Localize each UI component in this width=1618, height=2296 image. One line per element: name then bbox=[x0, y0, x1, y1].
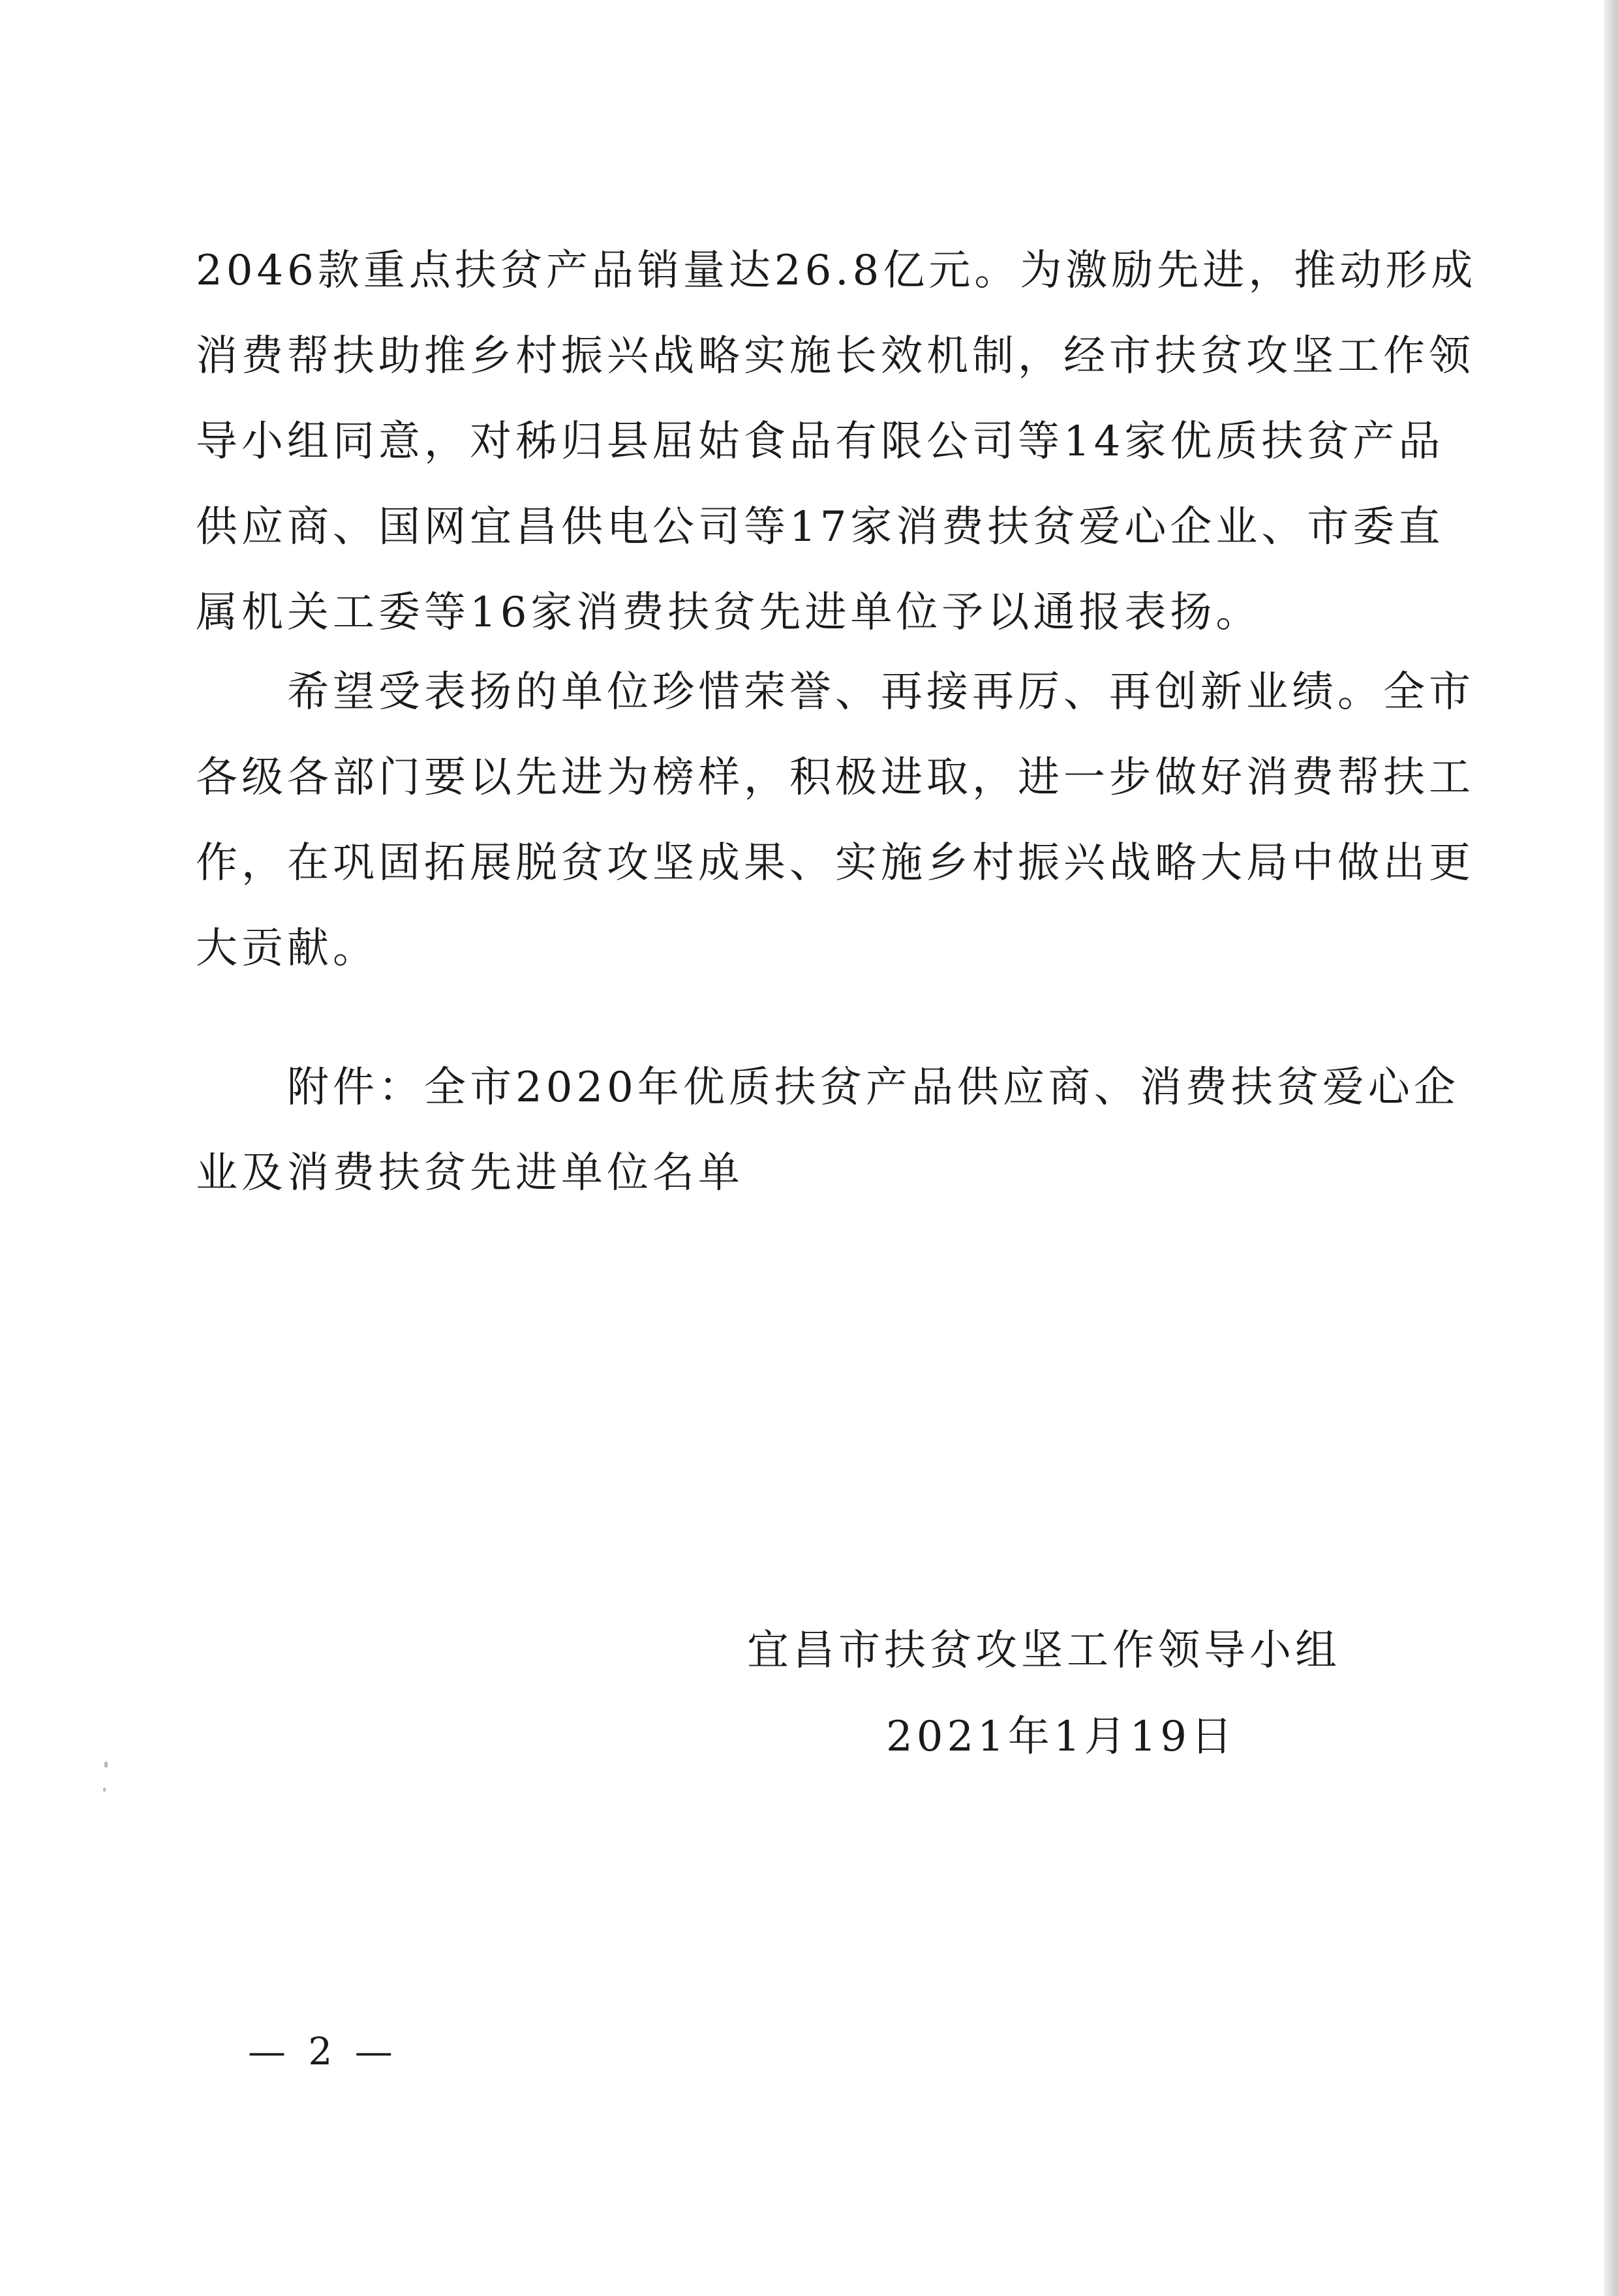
text-line: 属机关工委等16家消费扶贫先进单位予以通报表扬。 bbox=[196, 589, 1262, 637]
attachment-note bbox=[196, 1045, 1459, 1216]
paragraph-expectation bbox=[196, 650, 1474, 992]
text-line: 2046款重点扶贫产品销量达26.8亿元。为激励先进，推动形成 bbox=[196, 247, 1477, 295]
scan-speck bbox=[103, 1788, 106, 1792]
page-number: — 2 — bbox=[248, 2029, 398, 2074]
paragraph-praise bbox=[196, 228, 1477, 656]
text-line: 消费帮扶助推乡村振兴战略实施长效机制，经市扶贫攻坚工作领 bbox=[196, 332, 1474, 380]
text-line: 业及消费扶贫先进单位名单 bbox=[196, 1149, 744, 1197]
signature-organization: 宜昌市扶贫攻坚工作领导小组 bbox=[747, 1627, 1341, 1675]
text-line: 作，在巩固拓展脱贫攻坚成果、实施乡村振兴战略大局中做出更 bbox=[196, 839, 1474, 887]
signature-date: 2021年1月19日 bbox=[886, 1713, 1237, 1761]
text-line: 供应商、国网宜昌供电公司等17家消费扶贫爱心企业、市委直 bbox=[196, 503, 1444, 551]
scan-edge bbox=[1604, 0, 1618, 2296]
text-line: 希望受表扬的单位珍惜荣誉、再接再厉、再创新业绩。全市 bbox=[287, 668, 1474, 716]
text-line: 各级各部门要以先进为榜样，积极进取，进一步做好消费帮扶工 bbox=[196, 754, 1474, 802]
text-line: 附件：全市2020年优质扶贫产品供应商、消费扶贫爱心企 bbox=[287, 1064, 1459, 1112]
text-line: 导小组同意，对秭归县屈姑食品有限公司等14家优质扶贫产品 bbox=[196, 418, 1444, 466]
text-line: 大贡献。 bbox=[196, 925, 378, 973]
scan-speck bbox=[104, 1762, 108, 1768]
